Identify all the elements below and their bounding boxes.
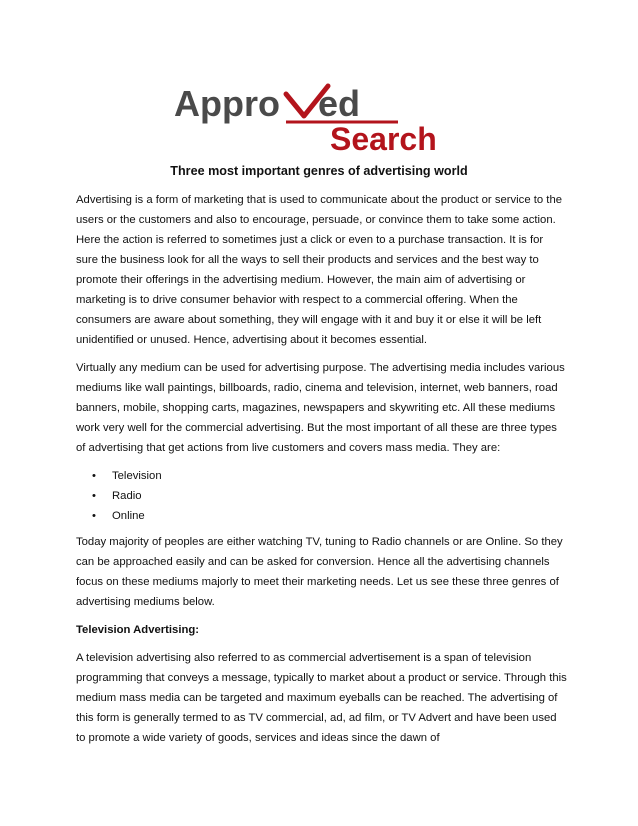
bullet-icon: • [92, 510, 96, 522]
list-item [92, 506, 568, 526]
list-item [92, 486, 568, 506]
paragraph-media: Virtually any medium can be used for advertising purpose. The advertising media includes various mediums like wall paintings, billboards, radio, cinema and television, internet, web banners, road banners, mobile, shopping carts, magazines, newspapers and skywriting etc. All these mediums work very well for the commercial advertising. But the most important of all these are three types of advertising that get actions from live customers and covers mass media. They are: [76, 362, 565, 454]
list-item-label: Television [112, 470, 162, 482]
document-body [76, 190, 568, 756]
list-item-label: Online [112, 510, 145, 522]
paragraph-intro: Advertising is a form of marketing that is used to communicate about the product or service to the users or the customers and also to encourage, persuade, or convince them to take some action. Here the action is referred to sometimes just a click or even to a purchase transaction. It is for sure the business look for all the ways to sell their products and services and the best way to promote their offerings in the advertising medium. However, the main aim of advertising or marketing is to drive consumer behavior with respect to a commercial offering. When the consumers are aware about something, they will engage with it and buy it or else it will be left unidentified or unused. Hence, advertising about it becomes essential. [76, 194, 563, 346]
bullet-icon: • [92, 490, 96, 502]
paragraph-audience: Today majority of peoples are either watching TV, tuning to Radio channels or are Online. So they can be approached easily and can be asked for conversion. Hence all the advertising channels focus on these mediums majorly to meet their marketing needs. Let us see these three genres of advertising mediums below. [76, 536, 563, 608]
logo-word-search: Search [330, 121, 437, 156]
logo-graphic [168, 80, 468, 156]
section-heading: Television Advertising: [76, 624, 200, 636]
document-title: Three most important genres of advertising world [170, 164, 468, 178]
bullet-icon: • [92, 470, 96, 482]
logo-word-approved-end: ed [318, 83, 361, 124]
logo-word-approved: Appro [174, 83, 280, 124]
list-item-label: Radio [112, 490, 142, 502]
approved-search-logo [168, 80, 468, 156]
paragraph-television: A television advertising also referred to as commercial advertisement is a span of television programming that conveys a message, typically to market about a product or service. Through this medium mass media can be targeted and maximum eyeballs can be reached. The advertising of this form is generally termed to as TV commercial, ad, ad film, or TV Advert and have been used to promote a wide variety of goods, services and ideas since the dawn of [76, 652, 567, 744]
advertising-types-list [76, 466, 568, 526]
list-item [92, 466, 568, 486]
